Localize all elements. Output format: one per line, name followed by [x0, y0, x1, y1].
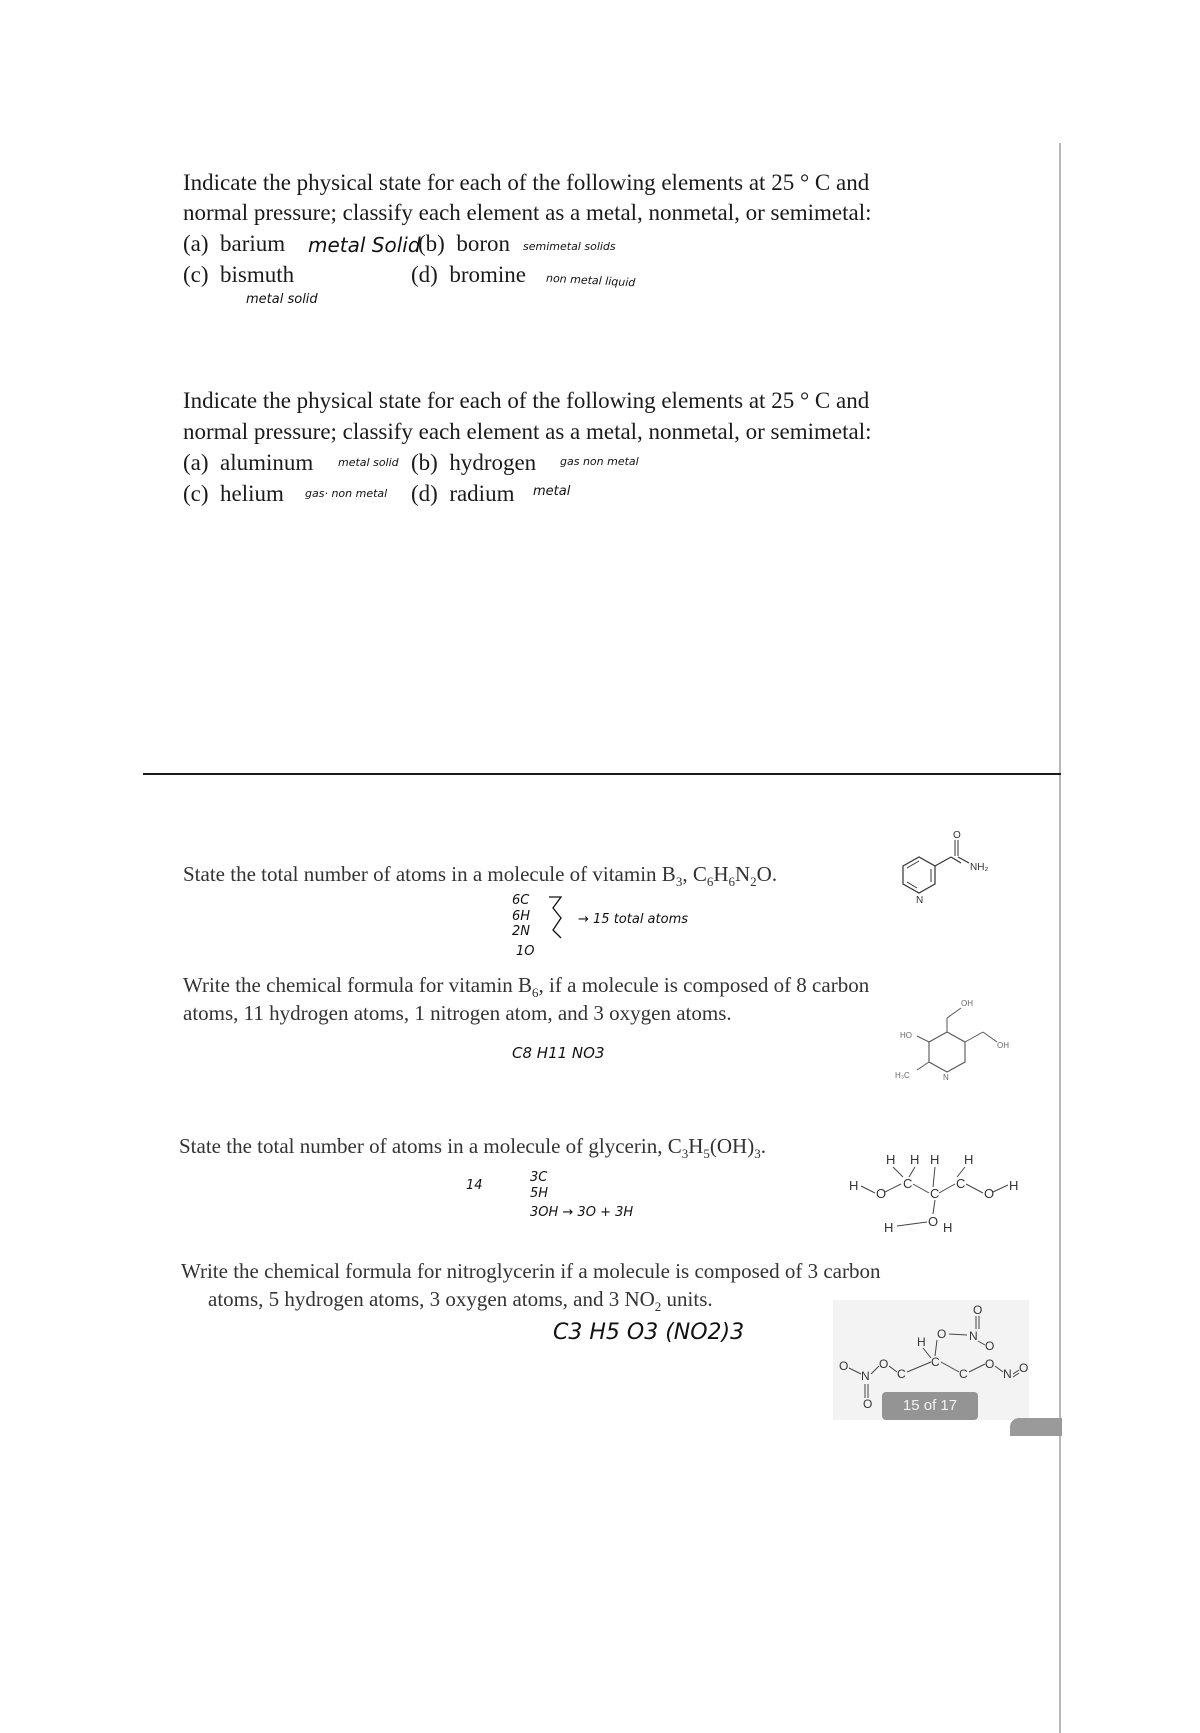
svg-text:H: H [930, 1152, 940, 1167]
q4-answer: C8 H11 NO3 [512, 1044, 605, 1062]
svg-text:O: O [984, 1186, 995, 1201]
q4-prompt-line2: atoms, 11 hydrogen atoms, 1 nitrogen atom, and 3 oxygen atoms. [183, 1001, 732, 1025]
q1-prompt-line1: Indicate the physical state for each of the following elements at 25 ° C and [183, 170, 870, 195]
q5-prompt: State the total number of atoms in a molecule of glycerin, $C_3H_5(OH)_3$. [179, 1134, 766, 1162]
q5-work-carbon: 3C [530, 1170, 548, 1185]
q1-answer-a: metal Solid [308, 233, 421, 257]
q2-answer-d: metal [533, 484, 571, 499]
q1-prompt-line2: normal pressure; classify each element as a metal, nonmetal, or semimetal: [183, 200, 872, 225]
svg-text:O: O [876, 1186, 887, 1201]
glycerin-structure [843, 1140, 1023, 1240]
b6-oh-label-top: OH [961, 999, 973, 1008]
svg-text:O: O [1019, 1361, 1029, 1375]
q5-work-hydrogen: 5H [530, 1186, 549, 1201]
b6-ho-label: HO [900, 1031, 912, 1040]
q2-item-a: (a) aluminum [183, 450, 314, 475]
q1-item-b: (b) boron [418, 231, 510, 256]
q2-prompt-line2: normal pressure; classify each element as a metal, nonmetal, or semimetal: [183, 419, 872, 444]
vitamin-b3-structure [893, 826, 1008, 908]
q3-answer: → 15 total atoms [578, 912, 689, 927]
q6-prompt-line1: Write the chemical formula for nitroglycerin if a molecule is composed of 3 carbon [181, 1259, 881, 1283]
q3-prompt: State the total number of atoms in a molecule of vitamin $B_3$, $C_6H_6N_2O$. [183, 862, 778, 890]
svg-text:N: N [861, 1369, 870, 1383]
q2-item-b: (b) hydrogen [411, 450, 537, 475]
svg-text:H: H [910, 1152, 920, 1167]
svg-text:H: H [886, 1152, 896, 1167]
q2-answer-c: gas· non metal [305, 487, 388, 500]
b6-nitrogen-label: N [943, 1073, 949, 1082]
q3-work-oxygen: 1O [516, 944, 535, 959]
svg-text:O: O [879, 1357, 889, 1371]
q2-item-c: (c) helium [183, 481, 284, 506]
q2-answer-b: gas non metal [560, 455, 639, 468]
q1-answer-d: non metal liquid [545, 271, 636, 290]
svg-text:H: H [884, 1220, 894, 1235]
svg-text:H: H [964, 1152, 974, 1167]
svg-text:O: O [863, 1397, 873, 1411]
b3-amine-label: NH₂ [970, 862, 989, 873]
svg-text:O: O [839, 1359, 849, 1373]
q6-answer: C3 H5 O3 (NO2)3 [553, 1320, 745, 1345]
page-indicator: 15 of 17 [882, 1392, 978, 1420]
svg-text:N: N [969, 1329, 978, 1343]
q2-prompt-line1: Indicate the physical state for each of the following elements at 25 ° C and [183, 388, 870, 413]
q1-item-d: (d) bromine [411, 262, 526, 287]
q3-brace [545, 894, 569, 948]
svg-text:C: C [930, 1186, 940, 1201]
q2-answer-a: metal solid [338, 456, 399, 469]
svg-text:H: H [1009, 1178, 1019, 1193]
b6-oh-label-right: OH [997, 1041, 1009, 1050]
q1-answer-c: metal solid [246, 292, 318, 307]
scrollbar-thumb[interactable] [1010, 1418, 1062, 1436]
svg-text:O: O [928, 1214, 939, 1229]
q3-work-hydrogen: 6H [512, 909, 531, 924]
q3-work-nitrogen: 2N [512, 924, 530, 939]
q2-item-d: (d) radium [411, 481, 515, 506]
q1-answer-b: semimetal solids [523, 240, 616, 253]
page-right-edge [1059, 143, 1061, 1733]
svg-text:N: N [1003, 1367, 1012, 1381]
b3-oxygen-label: O [953, 830, 961, 841]
q3-work-carbon: 6C [512, 893, 530, 908]
svg-text:O: O [937, 1327, 947, 1341]
svg-text:C: C [956, 1176, 966, 1191]
svg-text:O: O [985, 1339, 995, 1353]
b3-nitrogen-label: N [916, 895, 924, 906]
b6-methyl-label: H₃C [895, 1071, 910, 1080]
q5-total: 14 [466, 1178, 483, 1193]
svg-text:C: C [903, 1176, 913, 1191]
q4-prompt-line1: Write the chemical formula for vitamin $B_6$, if a molecule is composed of 8 carbon [183, 973, 870, 1001]
vitamin-b6-structure [893, 996, 1018, 1088]
svg-text:O: O [973, 1303, 983, 1317]
section-divider [143, 773, 1061, 775]
svg-text:O: O [985, 1357, 995, 1371]
svg-text:C: C [959, 1367, 968, 1381]
svg-text:H: H [849, 1178, 859, 1193]
q1-item-a: (a) barium [183, 231, 286, 256]
svg-text:H: H [917, 1335, 926, 1349]
q6-prompt-line2: atoms, 5 hydrogen atoms, 3 oxygen atoms, and 3 $NO_2$ units. [208, 1287, 713, 1315]
q1-item-c: (c) bismuth [183, 262, 295, 287]
svg-text:C: C [897, 1367, 906, 1381]
svg-text:C: C [931, 1355, 940, 1369]
q5-work-hydroxyl: 3OH → 3O + 3H [530, 1205, 634, 1220]
svg-text:H: H [943, 1220, 953, 1235]
